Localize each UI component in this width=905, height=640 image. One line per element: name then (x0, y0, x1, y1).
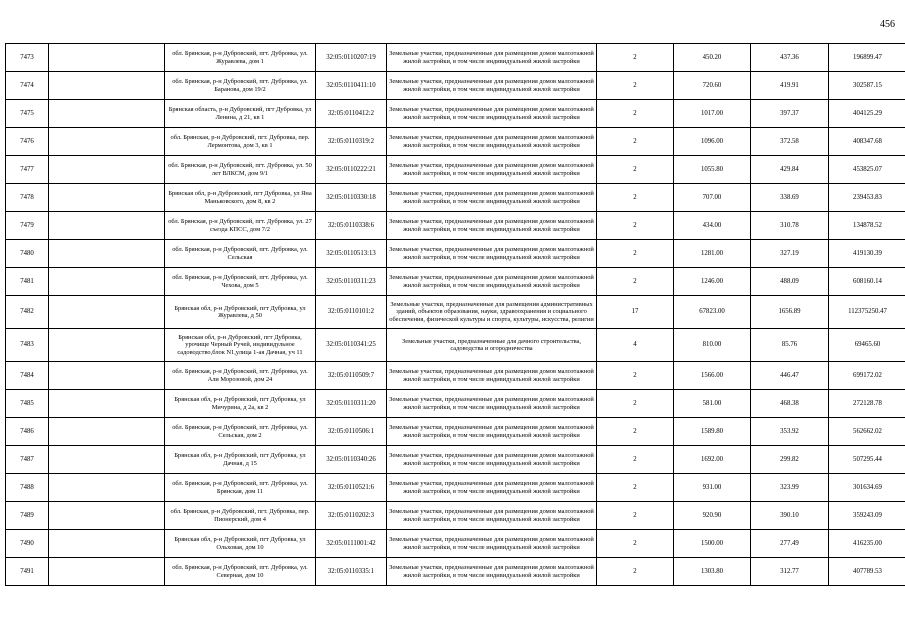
cadastral-number-cell: 32:05:0110311:23 (316, 268, 387, 296)
row-id-cell: 7482 (6, 296, 49, 329)
land-use-cell: Земельные участки, предназначенные для размещения домов малоэтажной жилой застройки, в том числе индивидуальной жилой застройки (387, 530, 597, 558)
cadastral-number-cell: 32:05:0110513:13 (316, 240, 387, 268)
empty-cell (49, 128, 165, 156)
land-use-cell: Земельные участки, предназначенные для размещения домов малоэтажной жилой застройки, в том числе индивидуальной жилой застройки (387, 502, 597, 530)
table-row (6, 128, 905, 156)
area-cell: 1500.00 (674, 530, 751, 558)
address-cell: обл. Брянская, р-н Дубровский, пгт. Дубровка, пер. Лермонтова, дом 3, кв 1 (165, 128, 316, 156)
empty-cell (49, 268, 165, 296)
address-cell: обл. Брянская, р-н Дубровский, пгт. Дубровка, ул. Журавлева, дом 1 (165, 44, 316, 72)
use-group-cell: 2 (597, 212, 674, 240)
cadastral-number-cell: 32:05:0110319:2 (316, 128, 387, 156)
row-id-cell: 7488 (6, 474, 49, 502)
table-row (6, 212, 905, 240)
cadastral-value-cell: 562662.02 (829, 418, 905, 446)
land-use-cell: Земельные участки, предназначенные для размещения домов малоэтажной жилой застройки, в том числе индивидуальной жилой застройки (387, 156, 597, 184)
row-id-cell: 7480 (6, 240, 49, 268)
address-cell: обл. Брянская, р-н Дубровский, пгт. Дубровка, ул. 27 съезда КПСС, дом 7/2 (165, 212, 316, 240)
area-cell: 67823.00 (674, 296, 751, 329)
address-cell: обл. Брянская, р-н Дубровский, пгт. Дубровка, пер. Пионерский, дом 4 (165, 502, 316, 530)
land-use-cell: Земельные участки, предназначенные для размещения домов малоэтажной жилой застройки, в том числе индивидуальной жилой застройки (387, 240, 597, 268)
row-id-cell: 7491 (6, 558, 49, 586)
empty-cell (49, 362, 165, 390)
cadastral-number-cell: 32:05:0110101:2 (316, 296, 387, 329)
use-group-cell: 2 (597, 100, 674, 128)
area-cell: 1589.80 (674, 418, 751, 446)
cadastral-number-cell: 32:05:0110340:26 (316, 446, 387, 474)
area-cell: 1055.80 (674, 156, 751, 184)
land-use-cell: Земельные участки, предназначенные для размещения домов малоэтажной жилой застройки, в том числе индивидуальной жилой застройки (387, 362, 597, 390)
use-group-cell: 2 (597, 72, 674, 100)
table-row (6, 44, 905, 72)
row-id-cell: 7474 (6, 72, 49, 100)
use-group-cell: 2 (597, 530, 674, 558)
land-use-cell: Земельные участки, предназначенные для размещения домов малоэтажной жилой застройки, в том числе индивидуальной жилой застройки (387, 474, 597, 502)
cadastral-value-cell: 404125.29 (829, 100, 905, 128)
specific-value-cell: 299.82 (751, 446, 829, 474)
use-group-cell: 2 (597, 390, 674, 418)
table-row (6, 558, 905, 586)
empty-cell (49, 72, 165, 100)
empty-cell (49, 446, 165, 474)
cadastral-number-cell: 32:05:0110202:3 (316, 502, 387, 530)
empty-cell (49, 184, 165, 212)
row-id-cell: 7473 (6, 44, 49, 72)
address-cell: Брянская область, р-н Дубровский, пгт Дубровка, ул Ленина, д 21, кв 1 (165, 100, 316, 128)
empty-cell (49, 329, 165, 362)
use-group-cell: 2 (597, 502, 674, 530)
area-cell: 1281.00 (674, 240, 751, 268)
land-use-cell: Земельные участки, предназначенные для дачного строительства, садоводства и огородничества (387, 329, 597, 362)
empty-cell (49, 530, 165, 558)
cadastral-value-cell: 69465.60 (829, 329, 905, 362)
area-cell: 920.90 (674, 502, 751, 530)
cadastral-number-cell: 32:05:0110412:2 (316, 100, 387, 128)
cadastral-value-cell: 507295.44 (829, 446, 905, 474)
table-row (6, 100, 905, 128)
area-cell: 720.60 (674, 72, 751, 100)
land-registry-table (5, 43, 905, 586)
area-cell: 1303.80 (674, 558, 751, 586)
cadastral-value-cell: 419130.39 (829, 240, 905, 268)
cadastral-value-cell: 239453.83 (829, 184, 905, 212)
specific-value-cell: 419.91 (751, 72, 829, 100)
row-id-cell: 7475 (6, 100, 49, 128)
use-group-cell: 2 (597, 44, 674, 72)
cadastral-value-cell: 359243.09 (829, 502, 905, 530)
cadastral-value-cell: 196899.47 (829, 44, 905, 72)
use-group-cell: 2 (597, 558, 674, 586)
table-row (6, 329, 905, 362)
empty-cell (49, 418, 165, 446)
cadastral-value-cell: 608160.14 (829, 268, 905, 296)
specific-value-cell: 338.69 (751, 184, 829, 212)
empty-cell (49, 474, 165, 502)
table-row (6, 390, 905, 418)
land-use-cell: Земельные участки, предназначенные для размещения домов малоэтажной жилой застройки, в том числе индивидуальной жилой застройки (387, 446, 597, 474)
table-row (6, 418, 905, 446)
use-group-cell: 17 (597, 296, 674, 329)
specific-value-cell: 353.92 (751, 418, 829, 446)
empty-cell (49, 44, 165, 72)
address-cell: обл. Брянская, р-н Дубровский, пгт. Дубровка, ул. Али Морозовой, дом 24 (165, 362, 316, 390)
address-cell: Брянская обл, р-н Дубровский, пгт Дубровка, урочище Черный Ручей, индивидульное садоводство,блок N1,улица 1-ая Дачная, уч 11 (165, 329, 316, 362)
land-use-cell: Земельные участки, предназначенные для размещения домов малоэтажной жилой застройки, в том числе индивидуальной жилой застройки (387, 100, 597, 128)
land-use-cell: Земельные участки, предназначенные для размещения домов малоэтажной жилой застройки, в том числе индивидуальной жилой застройки (387, 44, 597, 72)
use-group-cell: 2 (597, 474, 674, 502)
cadastral-value-cell: 302587.15 (829, 72, 905, 100)
cadastral-value-cell: 301634.69 (829, 474, 905, 502)
row-id-cell: 7481 (6, 268, 49, 296)
address-cell: обл. Брянская, р-н Дубровский, пгт. Дубровка, ул. Сельская (165, 240, 316, 268)
specific-value-cell: 468.38 (751, 390, 829, 418)
land-use-cell: Земельные участки, предназначенные для размещения домов малоэтажной жилой застройки, в том числе индивидуальной жилой застройки (387, 184, 597, 212)
address-cell: Брянская обл, р-н Дубровский, пгт Дубровка, ул Ольховая, дом 10 (165, 530, 316, 558)
table-row (6, 530, 905, 558)
land-use-cell: Земельные участки, предназначенные для размещения домов малоэтажной жилой застройки, в том числе индивидуальной жилой застройки (387, 418, 597, 446)
cadastral-number-cell: 32:05:0110335:1 (316, 558, 387, 586)
area-cell: 1692.00 (674, 446, 751, 474)
address-cell: обл. Брянская, р-н Дубровский, пгт. Дубровка, ул. Чехова, дом 5 (165, 268, 316, 296)
specific-value-cell: 390.10 (751, 502, 829, 530)
address-cell: Брянская обл, р-н Дубровский, пгт Дубровка, ул Яна Маньковского, дом 8, кв 2 (165, 184, 316, 212)
cadastral-value-cell: 112375250.47 (829, 296, 905, 329)
row-id-cell: 7476 (6, 128, 49, 156)
empty-cell (49, 156, 165, 184)
area-cell: 810.00 (674, 329, 751, 362)
land-use-cell: Земельные участки, предназначенные для размещения домов малоэтажной жилой застройки, в том числе индивидуальной жилой застройки (387, 128, 597, 156)
land-use-cell: Земельные участки, предназначенные для размещения домов малоэтажной жилой застройки, в том числе индивидуальной жилой застройки (387, 72, 597, 100)
cadastral-value-cell: 416235.00 (829, 530, 905, 558)
table-row (6, 156, 905, 184)
address-cell: обл. Брянская, р-н Дубровский, пгт. Дубровка, ул. 50 лет ВЛКСМ, дом 9/1 (165, 156, 316, 184)
empty-cell (49, 212, 165, 240)
area-cell: 707.00 (674, 184, 751, 212)
table-row (6, 184, 905, 212)
cadastral-number-cell: 32:05:0110338:6 (316, 212, 387, 240)
row-id-cell: 7486 (6, 418, 49, 446)
land-use-cell: Земельные участки, предназначенные для размещения домов малоэтажной жилой застройки, в том числе индивидуальной жилой застройки (387, 558, 597, 586)
use-group-cell: 2 (597, 184, 674, 212)
row-id-cell: 7487 (6, 446, 49, 474)
cadastral-number-cell: 32:05:0110411:10 (316, 72, 387, 100)
area-cell: 1017.00 (674, 100, 751, 128)
specific-value-cell: 323.99 (751, 474, 829, 502)
address-cell: Брянская обл, р-н Дубровский, пгт Дубровка, ул Мичурина, д 2а, кв 2 (165, 390, 316, 418)
specific-value-cell: 446.47 (751, 362, 829, 390)
use-group-cell: 2 (597, 268, 674, 296)
cadastral-number-cell: 32:05:0110341:25 (316, 329, 387, 362)
row-id-cell: 7490 (6, 530, 49, 558)
cadastral-number-cell: 32:05:0110222:21 (316, 156, 387, 184)
use-group-cell: 2 (597, 240, 674, 268)
table-body (6, 44, 905, 586)
cadastral-value-cell: 134878.52 (829, 212, 905, 240)
table-row (6, 296, 905, 329)
page-number: 456 (880, 19, 895, 30)
row-id-cell: 7483 (6, 329, 49, 362)
cadastral-value-cell: 408347.68 (829, 128, 905, 156)
address-cell: обл. Брянская, р-н Дубровский, пгт. Дубровка, ул. Северная, дом 10 (165, 558, 316, 586)
cadastral-value-cell: 407789.53 (829, 558, 905, 586)
empty-cell (49, 296, 165, 329)
land-use-cell: Земельные участки, предназначенные для размещения домов малоэтажной жилой застройки, в том числе индивидуальной жилой застройки (387, 212, 597, 240)
specific-value-cell: 312.77 (751, 558, 829, 586)
area-cell: 1096.00 (674, 128, 751, 156)
land-use-cell: Земельные участки, предназначенные для размещения домов малоэтажной жилой застройки, в том числе индивидуальной жилой застройки (387, 268, 597, 296)
table-row (6, 446, 905, 474)
cadastral-value-cell: 272128.78 (829, 390, 905, 418)
use-group-cell: 2 (597, 128, 674, 156)
use-group-cell: 2 (597, 446, 674, 474)
land-use-cell: Земельные участки, предназначенные для размещения домов малоэтажной жилой застройки, в том числе индивидуальной жилой застройки (387, 390, 597, 418)
empty-cell (49, 502, 165, 530)
cadastral-value-cell: 699172.02 (829, 362, 905, 390)
area-cell: 450.20 (674, 44, 751, 72)
specific-value-cell: 327.19 (751, 240, 829, 268)
row-id-cell: 7478 (6, 184, 49, 212)
cadastral-value-cell: 453825.07 (829, 156, 905, 184)
empty-cell (49, 558, 165, 586)
row-id-cell: 7489 (6, 502, 49, 530)
address-cell: обл. Брянская, р-н Дубровский, пгт. Дубровка, ул. Баранова, дом 19/2 (165, 72, 316, 100)
area-cell: 1246.00 (674, 268, 751, 296)
table-row (6, 268, 905, 296)
area-cell: 931.00 (674, 474, 751, 502)
cadastral-number-cell: 32:05:0110330:18 (316, 184, 387, 212)
row-id-cell: 7479 (6, 212, 49, 240)
cadastral-number-cell: 32:05:0110311:20 (316, 390, 387, 418)
table-row (6, 362, 905, 390)
address-cell: обл. Брянская, р-н Дубровский, пгт. Дубровка, ул. Брянская, дом 11 (165, 474, 316, 502)
specific-value-cell: 1656.89 (751, 296, 829, 329)
use-group-cell: 2 (597, 418, 674, 446)
use-group-cell: 2 (597, 362, 674, 390)
empty-cell (49, 240, 165, 268)
specific-value-cell: 310.78 (751, 212, 829, 240)
row-id-cell: 7485 (6, 390, 49, 418)
empty-cell (49, 390, 165, 418)
row-id-cell: 7477 (6, 156, 49, 184)
specific-value-cell: 397.37 (751, 100, 829, 128)
area-cell: 1566.00 (674, 362, 751, 390)
land-use-cell: Земельные участки, предназначенные для размещения административных зданий, объектов образования, науки, здравоохранения и социального обеспечения, физической культуры и спорта, культуры, искусства, религии (387, 296, 597, 329)
cadastral-number-cell: 32:05:0110509:7 (316, 362, 387, 390)
specific-value-cell: 277.49 (751, 530, 829, 558)
cadastral-number-cell: 32:05:0110521:6 (316, 474, 387, 502)
specific-value-cell: 429.84 (751, 156, 829, 184)
empty-cell (49, 100, 165, 128)
use-group-cell: 2 (597, 156, 674, 184)
cadastral-number-cell: 32:05:0111001:42 (316, 530, 387, 558)
area-cell: 581.00 (674, 390, 751, 418)
row-id-cell: 7484 (6, 362, 49, 390)
table-row (6, 474, 905, 502)
specific-value-cell: 488.09 (751, 268, 829, 296)
use-group-cell: 4 (597, 329, 674, 362)
specific-value-cell: 437.36 (751, 44, 829, 72)
specific-value-cell: 85.76 (751, 329, 829, 362)
address-cell: Брянская обл, р-н Дубровский, пгт Дубровка, ул Дачная, д 15 (165, 446, 316, 474)
table-row (6, 240, 905, 268)
cadastral-number-cell: 32:05:0110207:19 (316, 44, 387, 72)
address-cell: обл. Брянская, р-н Дубровский, пгт. Дубровка, ул. Сельская, дом 2 (165, 418, 316, 446)
cadastral-number-cell: 32:05:0110506:1 (316, 418, 387, 446)
address-cell: Брянская обл, р-н Дубровский, пгт Дубровка, ул Журавлева, д 50 (165, 296, 316, 329)
area-cell: 434.00 (674, 212, 751, 240)
specific-value-cell: 372.58 (751, 128, 829, 156)
table-row (6, 502, 905, 530)
table-row (6, 72, 905, 100)
